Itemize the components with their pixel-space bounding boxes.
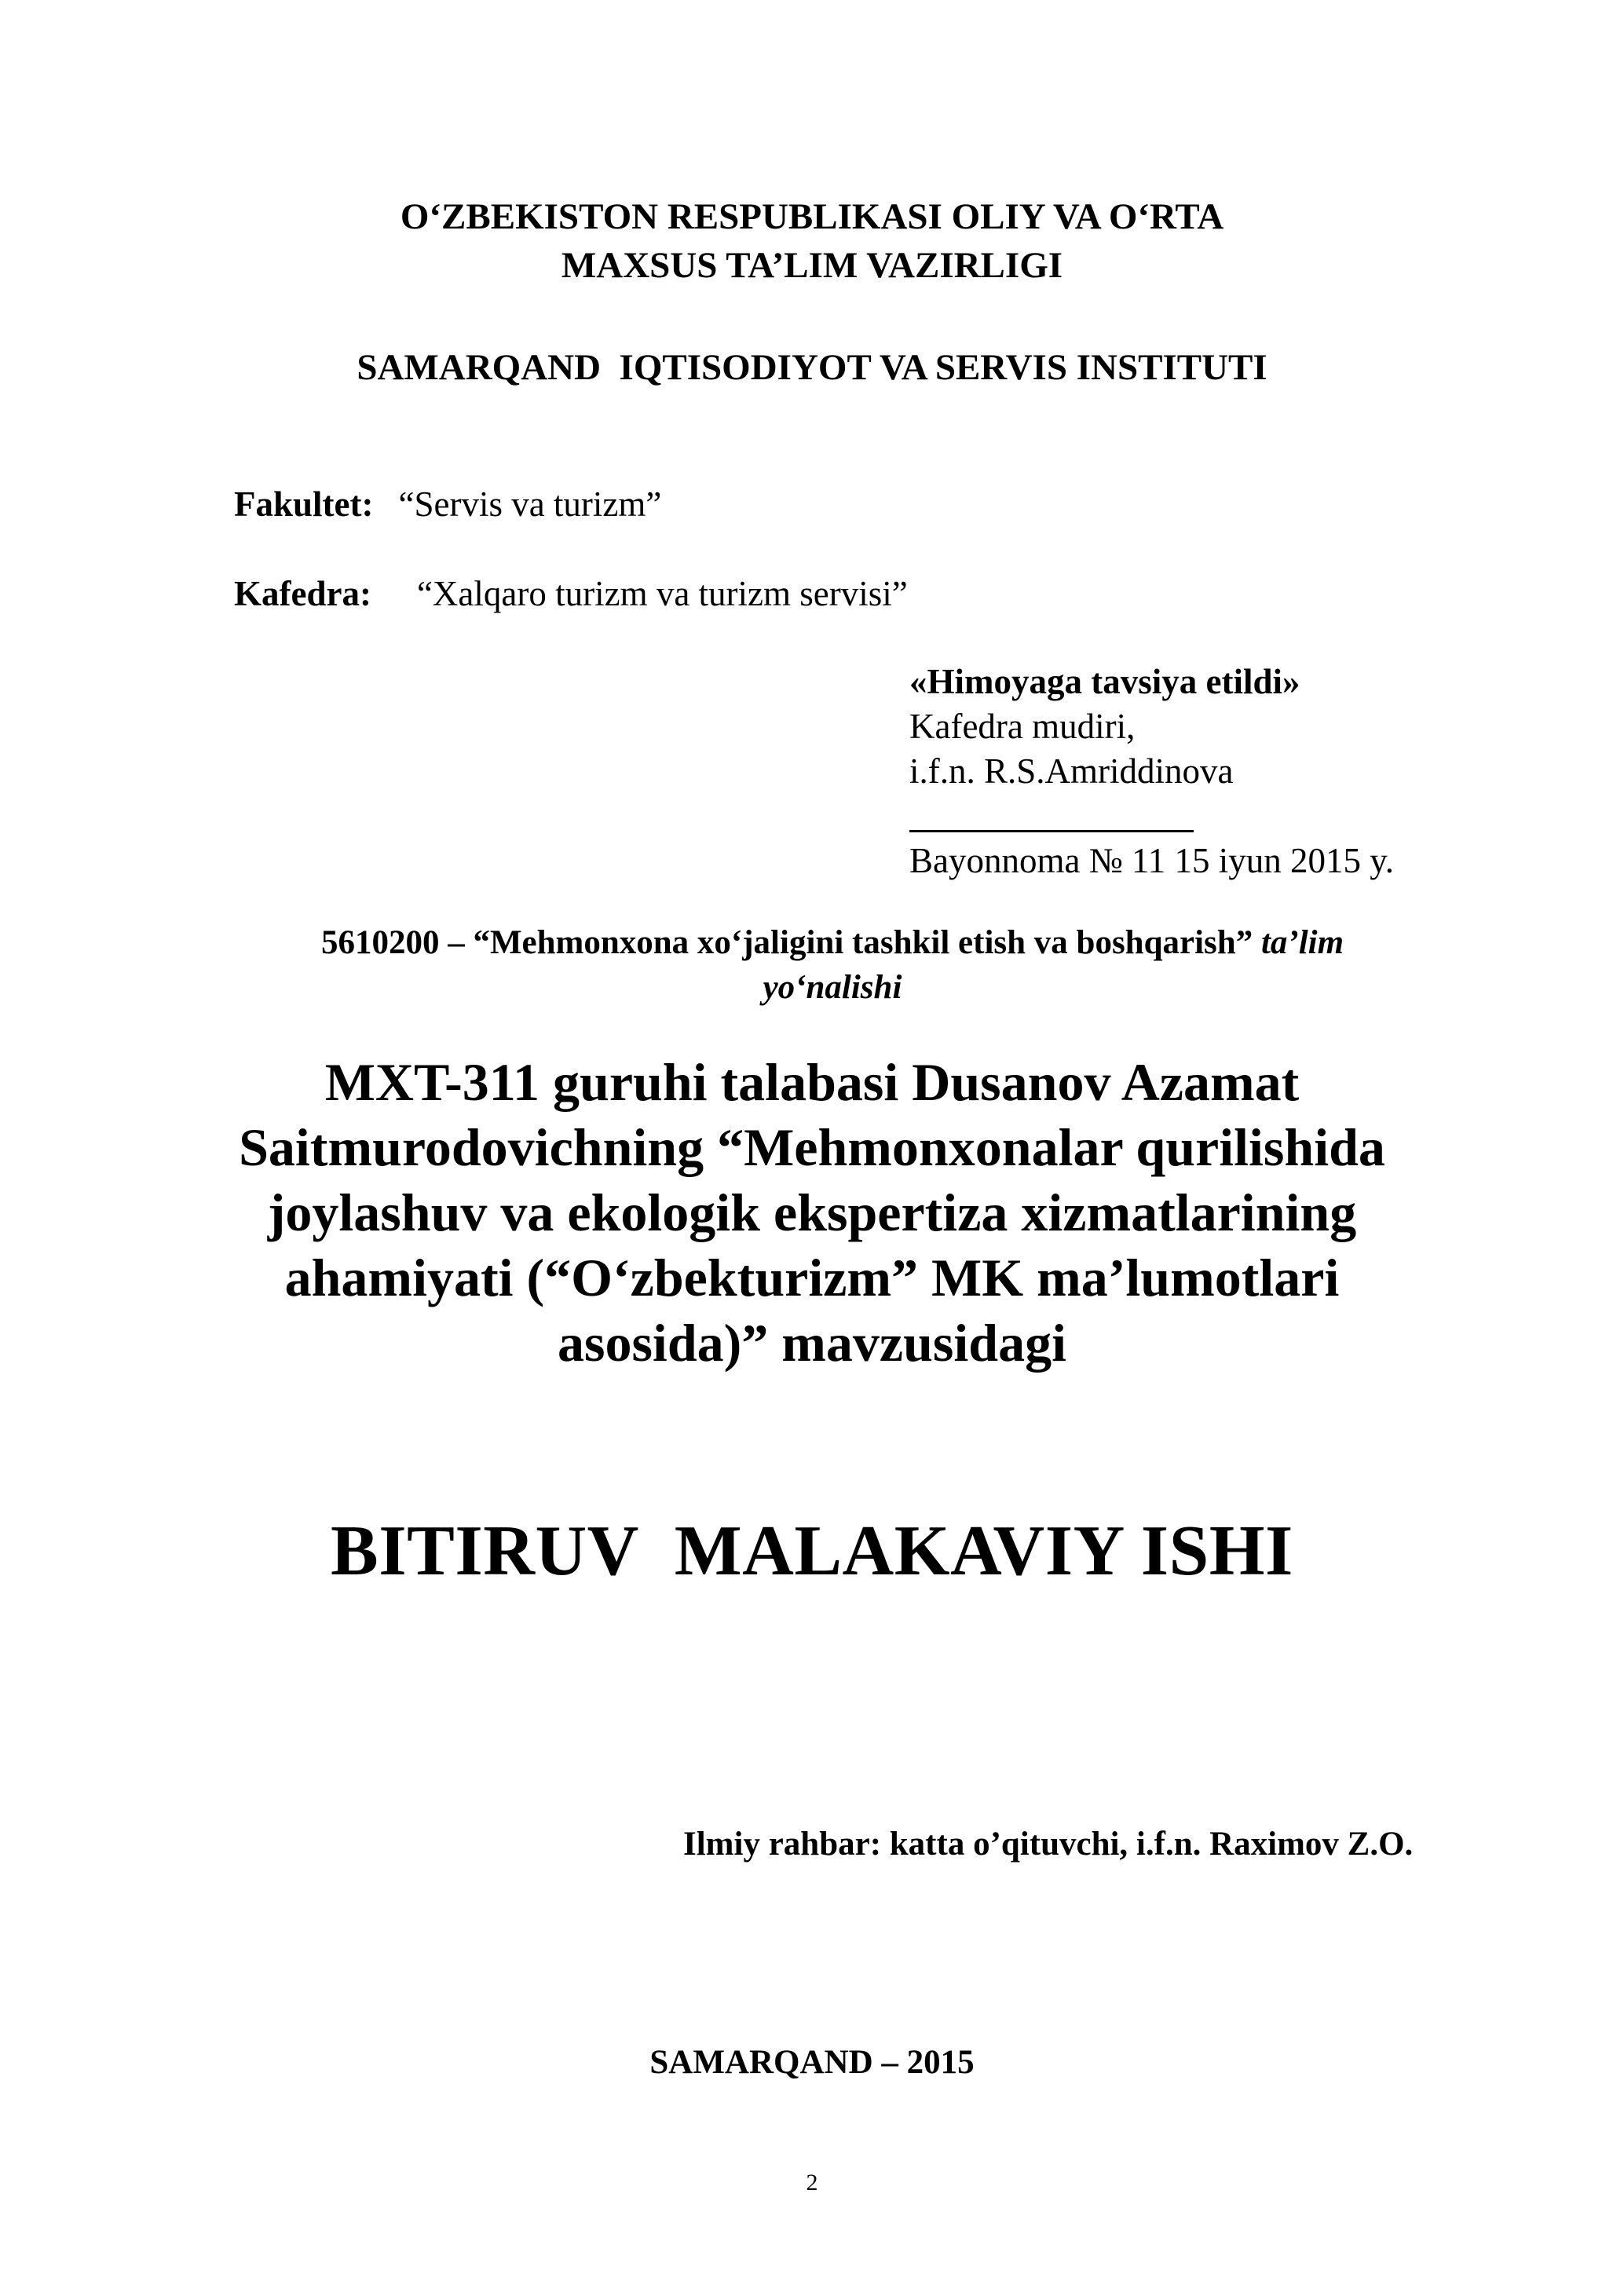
page-number: 2	[806, 2170, 818, 2195]
city-year: SAMARQAND – 2015	[649, 2044, 975, 2081]
direction-suffix-1: ta’lim	[1260, 924, 1344, 961]
study-direction	[283, 920, 1382, 1010]
approval-heading: «Himoyaga tavsiya etildi»	[909, 662, 1300, 701]
signature-row	[909, 794, 1394, 839]
topic-line: MXT-311 guruhi talabasi Dusanov Azamat	[324, 1052, 1300, 1112]
faculty-value: “Servis va turizm”	[398, 484, 662, 524]
approval-name: i.f.n. R.S.Amriddinova	[909, 751, 1234, 791]
department-value: “Xalqaro turizm va turizm servisi”	[416, 574, 908, 613]
department-row	[234, 570, 908, 617]
faculty-label: Fakultet:	[234, 484, 374, 524]
direction-suffix-2: yo‘nalishi	[763, 969, 902, 1006]
topic-line: joylashuv va ekologik ekspertiza xizmatlarining	[267, 1183, 1357, 1242]
supervisor: Ilmiy rahbar: katta o’qituvchi, i.f.n. Raximov Z.O.	[683, 1826, 1414, 1863]
faculty-row	[234, 481, 661, 528]
department-label: Kafedra:	[234, 574, 371, 613]
institute-heading: SAMARQAND IQTISODIYOT VA SERVIS INSTITUTI	[357, 347, 1267, 388]
thesis-topic	[0, 1050, 1624, 1376]
direction-code-title: 5610200 – “Mehmonxona xo‘jaligini tashkil etish va boshqarish”	[320, 924, 1253, 961]
work-title: BITIRUV MALAKAVIY ISHI	[331, 1511, 1293, 1590]
approval-position: Kafedra mudiri,	[909, 707, 1136, 746]
approval-protocol: Bayonnoma № 11 15 iyun 2015 y.	[909, 841, 1395, 880]
approval-block	[909, 660, 1394, 883]
ministry-heading	[0, 192, 1624, 290]
ministry-line-1: O‘ZBEKISTON RESPUBLIKASI OLIY VA O‘RTA	[400, 196, 1224, 237]
signature-line	[909, 830, 1194, 832]
ministry-line-2: MAXSUS TA’LIM VAZIRLIGI	[561, 245, 1063, 286]
topic-line: ahamiyati (“O‘zbekturizm” MK ma’lumotlari	[284, 1248, 1340, 1307]
topic-line: asosida)” mavzusidagi	[558, 1313, 1066, 1373]
topic-line: Saitmurodovichning “Mehmonxonalar qurilishida	[239, 1117, 1385, 1177]
